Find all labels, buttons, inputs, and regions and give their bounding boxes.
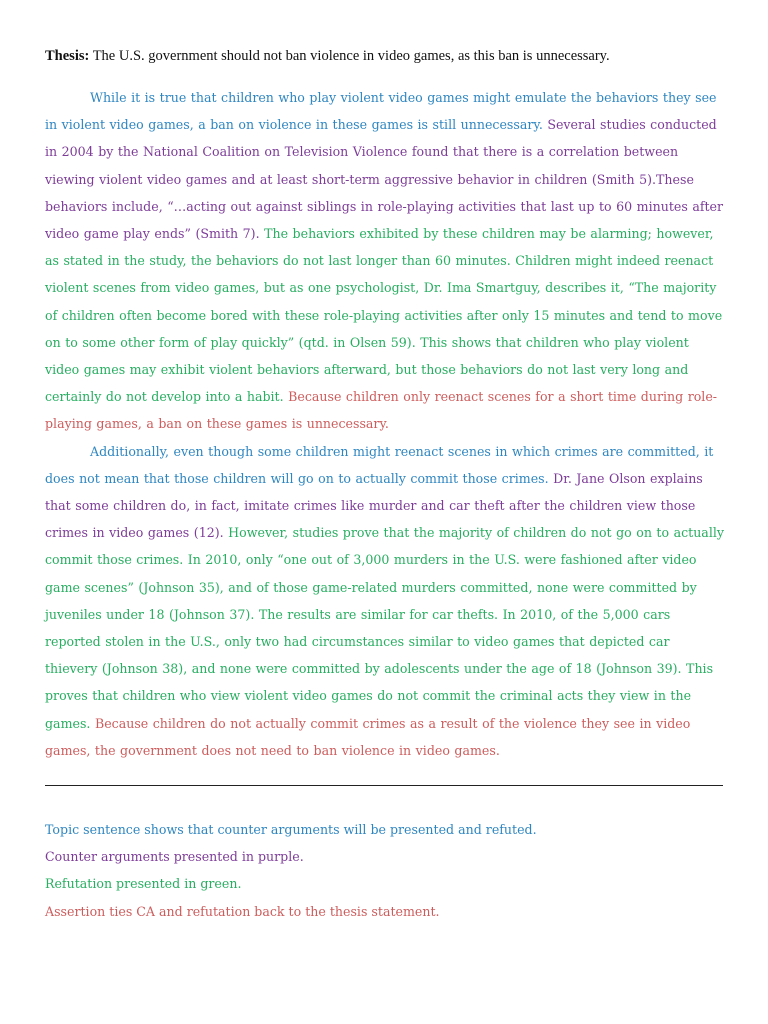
section-divider xyxy=(45,785,723,786)
legend-assertion: Assertion ties CA and refutation back to the thesis statement. xyxy=(45,903,440,919)
paragraph-1-counter-argument: Several studies conducted in 2004 by the National Coalition on Television Violence found that there is a correlation between viewing violent video games and at least short-term aggressive behavior in children (Smith 5).These behaviors include, “…acting out against siblings in role-playing activities that last up to 60 minutes after video game play ends” (Smith 7). xyxy=(45,117,724,242)
legend-topic-sentence: Topic sentence shows that counter arguments will be presented and refuted. xyxy=(45,822,537,838)
paragraph-2-topic-sentence: Additionally, even though some children might reenact scenes in which crimes are committed, it does not mean that those children will go on to actually commit those crimes. xyxy=(45,443,714,486)
paragraph-2-refutation: However, studies prove that the majority of children do not go on to actually commit those crimes. In 2010, only “one out of 3,000 murders in the U.S. were fashioned after video game scenes” (Johnson 35), and of those game-related murders committed, none were committed by juveniles under 18 (Johnson 37). The results are similar for car thefts. In 2010, of the 5,000 cars reported stolen in the U.S., only two had circumstances similar to video games that depicted car thievery (Johnson 38), and none were committed by adolescents under the age of 18 (Johnson 39). This proves that children who view violent video games do not commit the criminal acts they view in the games. xyxy=(45,525,724,731)
paragraph-1 xyxy=(45,84,725,438)
paragraph-2-counter-argument: Dr. Jane Olson explains that some children do, in fact, imitate crimes like murder and car theft after the children view those crimes in video games (12). xyxy=(45,470,703,541)
paragraph-1-topic-sentence: While it is true that children who play violent video games might emulate the behaviors they see in violent video games, a ban on violence in these games is still unnecessary. xyxy=(45,90,717,133)
paragraph-2-assertion: Because children do not actually commit crimes as a result of the violence they see in video games, the government does not need to ban violence in video games. xyxy=(45,715,691,758)
thesis-text: The U.S. government should not ban violence in video games, as this ban is unnecessary. xyxy=(89,48,610,64)
thesis-statement xyxy=(45,44,725,68)
paragraph-2 xyxy=(45,438,725,764)
legend-refutation: Refutation presented in green. xyxy=(45,876,242,892)
legend-counter-arguments: Counter arguments presented in purple. xyxy=(45,849,304,865)
color-legend xyxy=(45,816,725,925)
thesis-label: Thesis: xyxy=(45,48,90,64)
paragraph-1-refutation: The behaviors exhibited by these children may be alarming; however, as stated in the study, the behaviors do not last longer than 60 minutes. Children might indeed reenact violent scenes from video games, but as one psychologist, Dr. Ima Smartguy, describes it, “The majority of children often become bored with these role-playing activities after only 15 minutes and tend to move on to some other form of play quickly” (qtd. in Olsen 59). This shows that children who play violent video games may exhibit violent behaviors afterward, but those behaviors do not last very long and certainly do not develop into a habit. xyxy=(45,226,723,405)
paragraph-1-assertion: Because children only reenact scenes for a short time during role-playing games, a ban on these games is unnecessary. xyxy=(45,389,718,432)
document-page xyxy=(45,44,725,925)
